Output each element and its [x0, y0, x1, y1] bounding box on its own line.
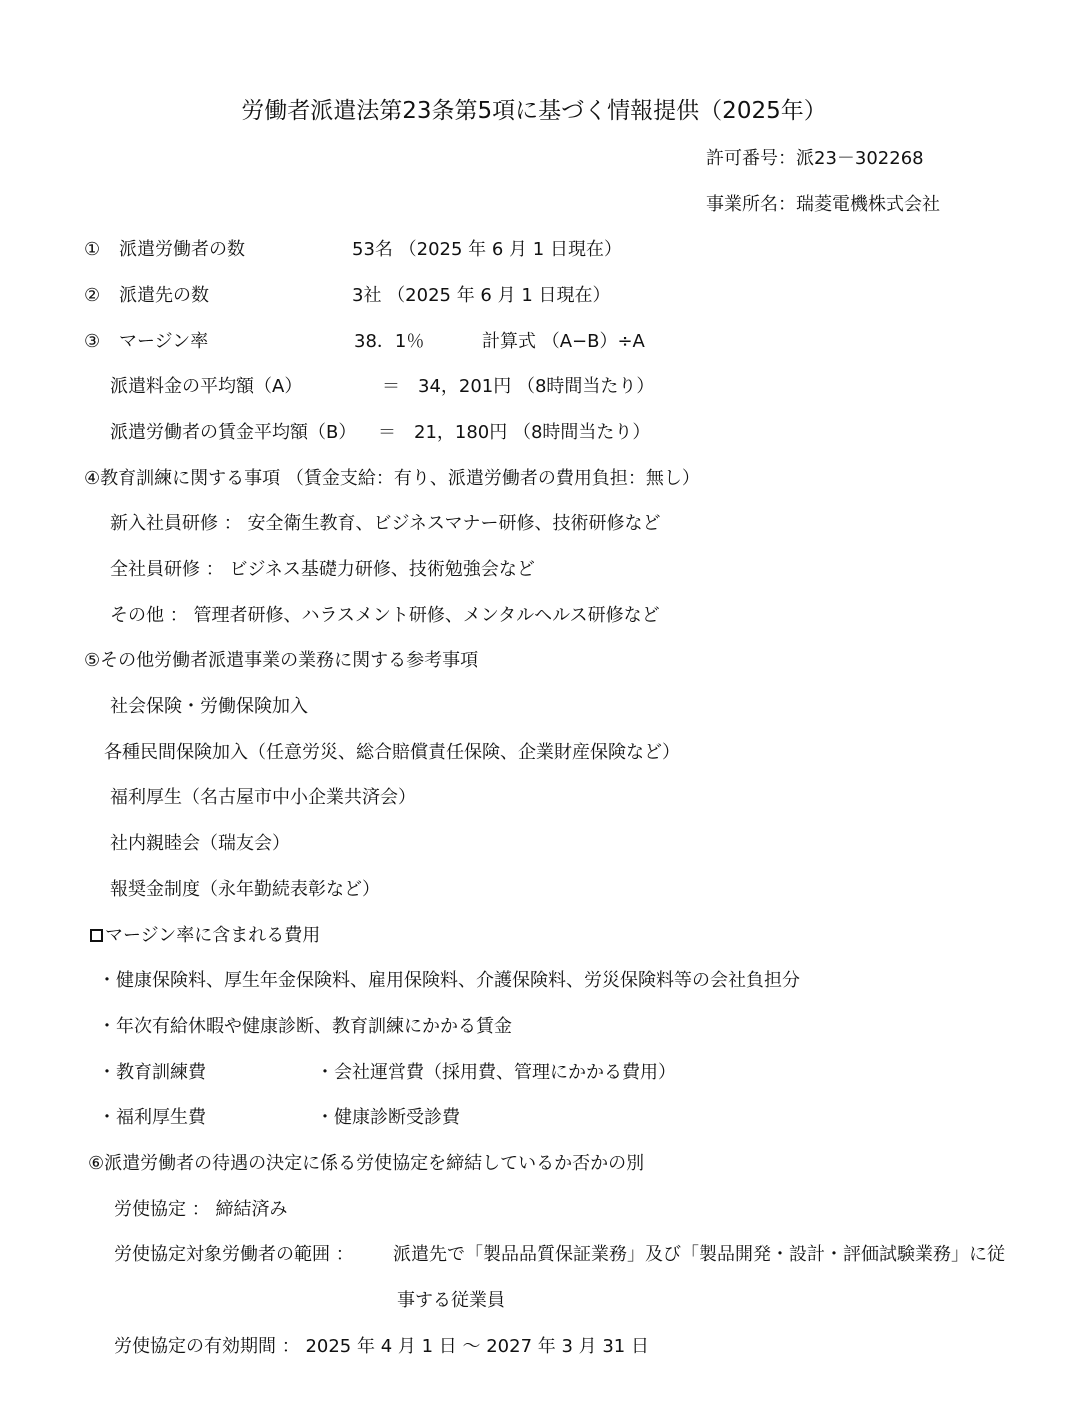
training-item: その他 ： 管理者研修、ハラスメント研修、メンタルヘルス研修など [110, 605, 660, 626]
section1-number: ① [84, 239, 101, 260]
section6-heading: ⑥派遣労働者の待遇の決定に係る労使協定を締結しているか否かの別 [88, 1153, 645, 1174]
margin-cost-item: ・福利厚生費 [98, 1107, 206, 1128]
margin-formula: 計算式 （A−B）÷A [482, 331, 645, 352]
agreement-period: 労使協定の有効期間 ： 2025 年 4 月 1 日 〜 2027 年 3 月 31 日 [114, 1336, 649, 1357]
reference-item: 報奨金制度（永年勤続表彰など） [110, 879, 380, 900]
reference-item: 福利厚生（名古屋市中小企業共済会） [110, 787, 416, 808]
margin-costs-heading [90, 927, 320, 945]
section2-number: ② [84, 285, 101, 306]
training-item: 全社員研修 ： ビジネス基礎力研修、技術勉強会など [110, 559, 535, 580]
agreement-status: 労使協定 ： 締結済み [114, 1199, 288, 1220]
wage-average-value: ＝ 21，180円 （8時間当たり） [378, 422, 651, 443]
wage-average-label: 派遣労働者の賃金平均額（B） [110, 422, 357, 443]
section5-heading: ⑤その他労働者派遣事業の業務に関する参考事項 [84, 650, 479, 671]
section4-heading: ④教育訓練に関する事項 （賃金支給：有り、派遣労働者の費用負担：無し） [84, 468, 700, 489]
margin-rate-value: 38．1％ [354, 331, 425, 352]
section2-value: 3社 （2025 年 6 月 1 日現在） [352, 285, 611, 306]
margin-cost-line: ・健康保険料、厚生年金保険料、雇用保険料、介護保険料、労災保険料等の会社負担分 [98, 970, 800, 991]
office-name: 事業所名：瑞菱電機株式会社 [706, 194, 940, 215]
section1-value: 53名 （2025 年 6 月 1 日現在） [352, 239, 622, 260]
reference-item: 各種民間保険加入（任意労災、総合賠償責任保険、企業財産保険など） [104, 742, 680, 763]
margin-cost-line: ・年次有給休暇や健康診断、教育訓練にかかる賃金 [98, 1016, 512, 1037]
section3-number: ③ [84, 331, 101, 352]
section2-label: 派遣先の数 [119, 285, 209, 306]
margin-cost-item: ・教育訓練費 [98, 1062, 206, 1083]
section3-label: マージン率 [119, 331, 209, 352]
agreement-scope-line: 派遣先で「製品品質保証業務」及び「製品開発・設計・評価試験業務」に従 [393, 1244, 1005, 1265]
fee-average-value: ＝ 34，201円 （8時間当たり） [382, 376, 655, 397]
permit-number: 許可番号：派23－302268 [706, 148, 924, 169]
fee-average-label: 派遣料金の平均額（A） [110, 376, 303, 397]
reference-item: 社内親睦会（瑞友会） [110, 833, 290, 854]
agreement-scope-label: 労使協定対象労働者の範囲 ： [114, 1244, 354, 1265]
margin-cost-item: ・健康診断受診費 [316, 1107, 460, 1128]
training-item: 新入社員研修 ： 安全衛生教育、ビジネスマナー研修、技術研修など [110, 513, 661, 534]
margin-cost-item: ・会社運営費（採用費、管理にかかる費用） [316, 1062, 676, 1083]
section1-label: 派遣労働者の数 [119, 239, 245, 260]
reference-item: 社会保険・労働保険加入 [110, 696, 308, 717]
agreement-scope-line: 事する従業員 [397, 1290, 505, 1311]
checkbox-square-icon [90, 929, 103, 942]
page-title: 労働者派遣法第23条第5項に基づく情報提供（2025年） [241, 98, 827, 124]
margin-costs-heading-text: マージン率に含まれる費用 [105, 925, 321, 946]
